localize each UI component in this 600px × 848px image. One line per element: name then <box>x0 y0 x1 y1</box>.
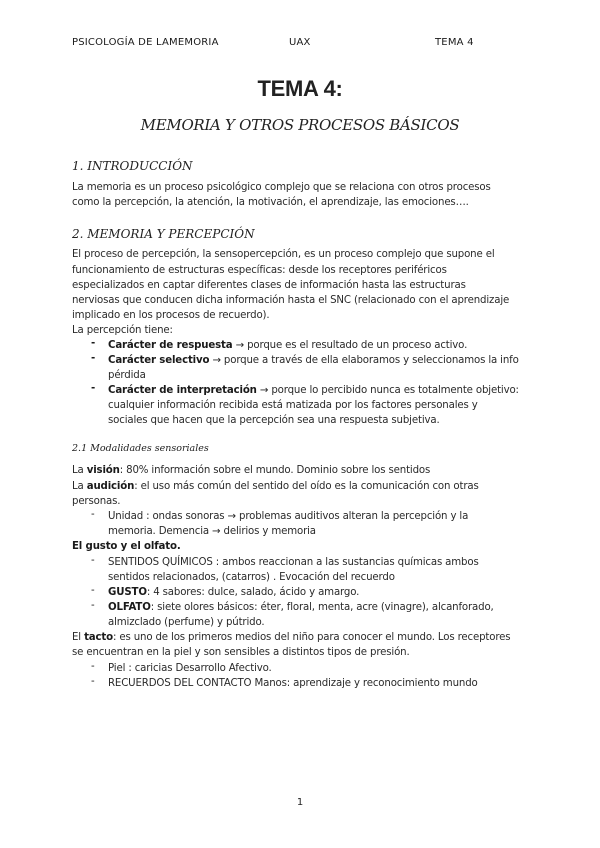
paragraph-line: especializados en captar diferentes clases de información hasta las estructuras <box>72 280 466 291</box>
paragraph-line: La audición: el uso más común del sentido del oído es la comunicación con otras <box>72 481 479 492</box>
section-heading-memoria: 2. MEMORIA Y PERCEPCIÓN <box>72 227 255 241</box>
paragraph-line: se encuentran en la piel y son sensibles a distintos tipos de presión. <box>72 647 410 658</box>
list-item: OLFATO: siete olores básicos: éter, floral, menta, acre (vinagre), alcanforado, <box>108 602 494 613</box>
header-right: TEMA 4 <box>435 37 474 48</box>
page-number: 1 <box>296 797 304 808</box>
subsection-heading: El gusto y el olfato. <box>72 541 181 552</box>
list-item-continuation: cualquier información recibida está matizada por los factores personales y <box>108 400 478 411</box>
header-center: UAX <box>289 37 311 48</box>
paragraph-line: implicado en los procesos de recuerdo). <box>72 310 270 321</box>
paragraph-line: personas. <box>72 496 121 507</box>
paragraph-line: La visión: 80% información sobre el mundo. Dominio sobre los sentidos <box>72 465 431 476</box>
paragraph-line: nerviosas que conducen dicha información hasta el SNC (relacionado con el aprendizaje <box>72 295 510 306</box>
header-left: PSICOLOGÍA DE LAMEMORIA <box>72 37 219 48</box>
paragraph-line: El tacto: es uno de los primeros medios del niño para conocer el mundo. Los receptores <box>72 632 511 643</box>
list-item-continuation: pérdida <box>108 370 146 381</box>
list-item: RECUERDOS DEL CONTACTO Manos: aprendizaje y reconocimiento mundo <box>108 678 478 689</box>
bullet-dash: - <box>91 585 95 596</box>
list-item: Carácter de respuesta → porque es el resultado de un proceso activo. <box>108 340 468 351</box>
list-item: Unidad : ondas sonoras → problemas auditivos alteran la percepción y la <box>108 511 469 522</box>
bullet-dash: - <box>91 661 95 672</box>
list-item: SENTIDOS QUÍMICOS : ambos reaccionan a las sustancias químicas ambos <box>108 557 479 568</box>
paragraph-line: La percepción tiene: <box>72 325 173 336</box>
paragraph-line: El proceso de percepción, la sensopercepción, es un proceso complejo que supone el <box>72 249 495 260</box>
list-item: Carácter selectivo → porque a través de ella elaboramos y seleccionamos la info <box>108 355 519 366</box>
list-item-continuation: memoria. Demencia → delirios y memoria <box>108 526 316 537</box>
list-item: GUSTO: 4 sabores: dulce, salado, ácido y amargo. <box>108 587 360 598</box>
paragraph-line: como la percepción, la atención, la motivación, el aprendizaje, las emociones…. <box>72 197 469 208</box>
list-item-continuation: almizclado (perfume) y pútrido. <box>108 617 265 628</box>
subsection-heading: 2.1 Modalidades sensoriales <box>72 443 209 454</box>
list-item: Piel : caricias Desarrollo Afectivo. <box>108 663 272 674</box>
bullet-dash: - <box>91 338 96 349</box>
page-title: TEMA 4: <box>257 76 343 101</box>
bullet-dash: - <box>91 383 96 394</box>
list-item: Carácter de interpretación → porque lo percibido nunca es totalmente objetivo: <box>108 385 519 396</box>
list-item-continuation: sentidos relacionados, (catarros) . Evocación del recuerdo <box>108 572 395 583</box>
page-subtitle: MEMORIA Y OTROS PROCESOS BÁSICOS <box>140 116 460 134</box>
list-item-continuation: sociales que hacen que la percepción sea una respuesta subjetiva. <box>108 415 440 426</box>
bullet-dash: - <box>91 600 95 611</box>
paragraph-line: funcionamiento de estructuras específicas: desde los receptores periféricos <box>72 265 447 276</box>
bullet-dash: - <box>91 676 95 687</box>
bullet-dash: - <box>91 509 95 520</box>
section-heading-intro: 1. INTRODUCCIÓN <box>72 159 193 173</box>
paragraph-line: La memoria es un proceso psicológico complejo que se relaciona con otros procesos <box>72 182 491 193</box>
bullet-dash: - <box>91 353 96 364</box>
bullet-dash: - <box>91 555 95 566</box>
